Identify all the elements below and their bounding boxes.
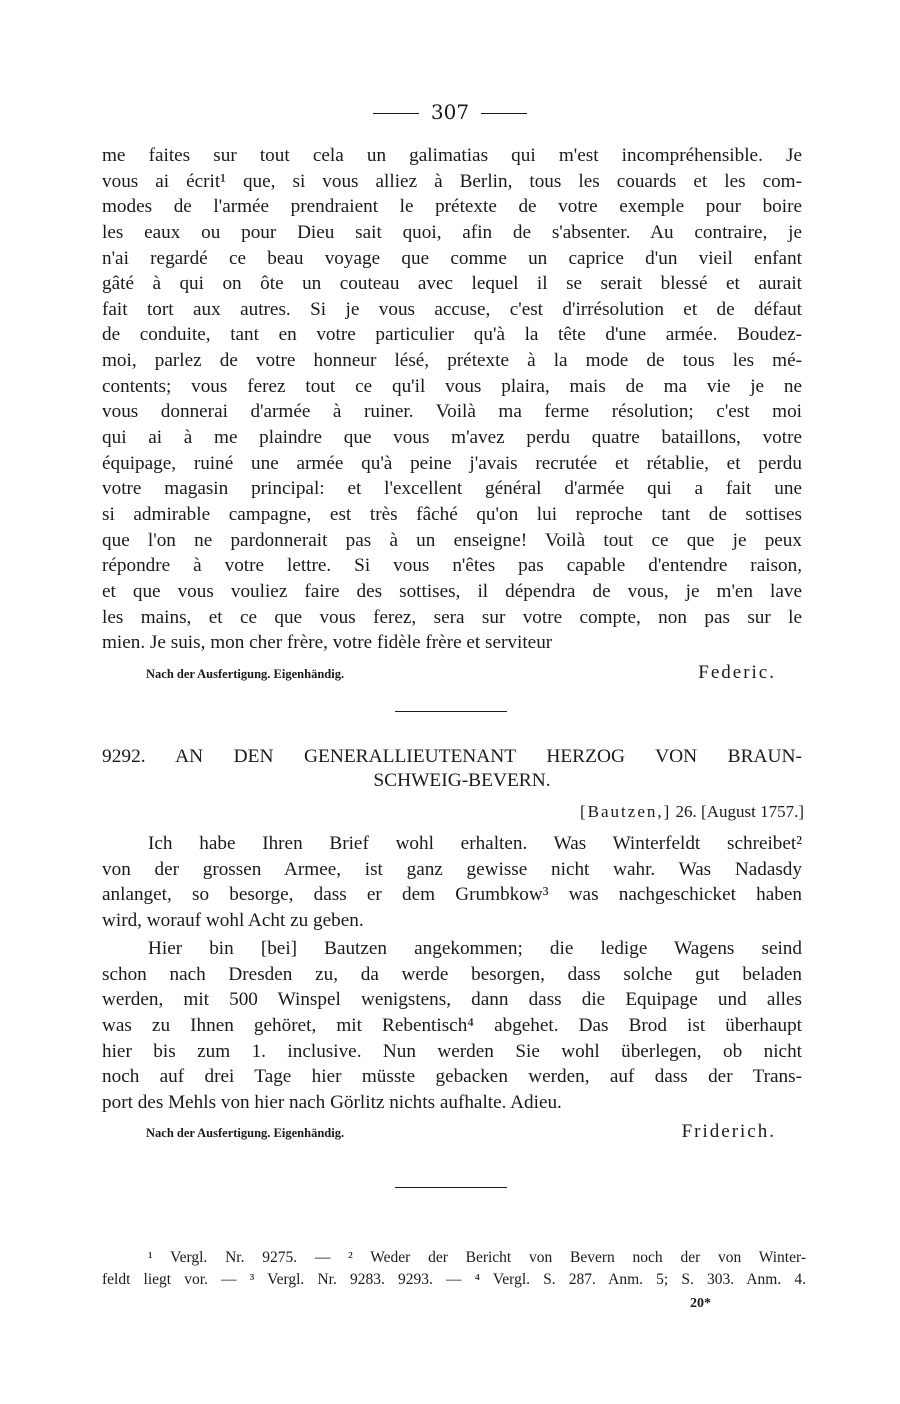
text-line: Hier bin [bei] Bautzen angekommen; die ledige Wagens seind (148, 938, 802, 959)
text-line: moi, parlez de votre honneur lésé, prétexte à la mode de tous les mé- (102, 350, 802, 372)
dateline-place: [Bautzen,] (580, 802, 672, 821)
text-line: et que vous vouliez faire des sottises, il dépendra de vous, je m'en lave (102, 580, 802, 602)
letter-two-paragraph-two (102, 936, 802, 1115)
letter-one-body (102, 143, 802, 656)
text-line: anlanget, so besorge, dass er dem Grumbkow³ was nachgeschicket haben (102, 884, 802, 906)
signature: Friderich. (681, 1121, 776, 1142)
heading-line: SCHWEIG-BEVERN. (373, 770, 551, 791)
text-line: que l'on ne pardonnerait pas à un enseigne! Voilà tout ce que je peux (102, 529, 802, 551)
text-line: mien. Je suis, mon cher frère, votre fidèle frère et serviteur (102, 632, 553, 654)
text-line: port des Mehls von hier nach Görlitz nichts aufhalte. Adieu. (102, 1091, 562, 1113)
text-line: qui ai à me plaindre que vous m'avez perdu quatre bataillons, votre (102, 427, 802, 449)
text-line: n'ai regardé ce beau voyage que comme un caprice d'un vieil enfant (102, 247, 802, 269)
text-line: von der grossen Armee, ist ganz gewisse nicht wahr. Was Nadasdy (102, 858, 802, 880)
page-number (0, 100, 900, 124)
text-line: contents; vous ferez tout ce qu'il vous plaira, mais de ma vie je ne (102, 375, 802, 397)
source-note: Nach der Ausfertigung. Eigenhändig. (146, 1126, 345, 1140)
text-line: fait tort aux autres. Si je vous accuse, c'est d'irrésolution et de défaut (102, 298, 802, 320)
text-line: was zu Ihnen gehöret, mit Rebentisch⁴ abgehet. Das Brod ist überhaupt (102, 1014, 802, 1036)
sheet-signature: 20* (690, 1296, 711, 1311)
section-divider (395, 1187, 507, 1188)
page-number-rule-left (373, 113, 419, 114)
text-line: gâté à qui on ôte un couteau avec lequel il se serait blessé et aurait (102, 273, 802, 295)
text-line: les eaux ou pour Dieu sait quoi, afin de s'absenter. Au contraire, je (102, 221, 802, 243)
text-line: modes de l'armée prendraient le prétexte de votre exemple pour boire (102, 196, 802, 218)
text-line: répondre à votre lettre. Si vous n'êtes pas capable d'entendre raison, (102, 555, 802, 577)
page-number-text: 307 (430, 100, 470, 124)
letter-two-paragraph-one (102, 831, 802, 934)
text-line: Ich habe Ihren Brief wohl erhalten. Was Winterfeldt schreibet² (148, 833, 802, 854)
source-note: Nach der Ausfertigung. Eigenhändig. (146, 667, 345, 681)
letter-two-closing (146, 1117, 776, 1143)
letter-two-heading (102, 745, 802, 793)
text-line: les mains, et ce que vous ferez, sera sur votre compte, non pas sur le (102, 606, 802, 628)
footnotes (102, 1247, 806, 1291)
dateline (580, 802, 804, 822)
text-line: me faites sur tout cela un galimatias qui m'est incompréhensible. Je (102, 145, 802, 166)
footnote-line: ¹ Vergl. Nr. 9275. — ² Weder der Bericht von Bevern noch der von Winter- (148, 1249, 806, 1266)
text-line: vous ai écrit¹ que, si vous alliez à Berlin, tous les couards et les com- (102, 170, 802, 192)
letter-one-closing (146, 658, 776, 684)
text-line: si admirable campagne, est très fâché qu'on lui reproche tant de sottises (102, 503, 802, 525)
signature: Federic. (698, 662, 776, 683)
page-number-rule-right (481, 113, 527, 114)
text-line: de conduite, tant en votre particulier qu'à la tête d'une armée. Boudez- (102, 324, 802, 346)
text-line: vous donnerai d'armée à ruiner. Voilà ma ferme résolution; c'est moi (102, 401, 802, 423)
text-line: équipage, ruiné une armée qu'à peine j'avais recrutée et rétablie, et perdu (102, 452, 802, 474)
text-line: schon nach Dresden zu, da werde besorgen, dass solche gut beladen (102, 963, 802, 985)
text-line: werden, mit 500 Winspel wenigstens, dann dass die Equipage und alles (102, 989, 802, 1011)
dateline-date: 26. [August 1757.] (675, 802, 804, 821)
text-line: votre magasin principal: et l'excellent général d'armée qui a fait une (102, 478, 802, 500)
text-line: hier bis zum 1. inclusive. Nun werden Sie wohl überlegen, ob nicht (102, 1040, 802, 1062)
section-divider (395, 711, 507, 712)
footnote-line: feldt liegt vor. — ³ Vergl. Nr. 9283. 9293. — ⁴ Vergl. S. 287. Anm. 5; S. 303. Anm. 4. (102, 1271, 806, 1288)
heading-line: 9292. AN DEN GENERALLIEUTENANT HERZOG VON BRAUN- (102, 746, 802, 767)
text-line: wird, worauf wohl Acht zu geben. (102, 909, 364, 931)
text-line: noch auf drei Tage hier müsste gebacken werden, auf dass der Trans- (102, 1066, 802, 1088)
